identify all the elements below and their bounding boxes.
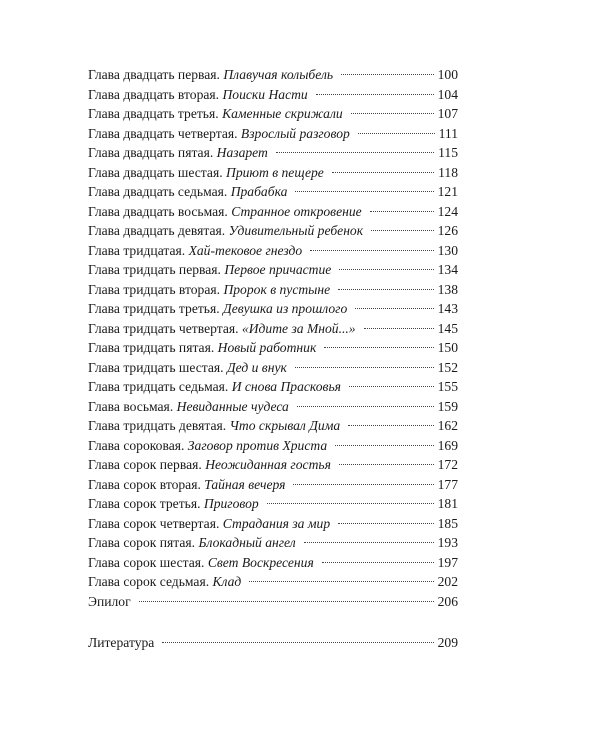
toc-dot-leader — [295, 191, 433, 192]
toc-entry-prefix: Глава тридцать пятая. — [88, 340, 218, 355]
toc-dot-leader — [295, 367, 434, 368]
toc-entry-prefix: Глава тридцатая. — [88, 242, 189, 258]
toc-entry-label — [88, 241, 302, 261]
toc-page-number: 159 — [437, 398, 458, 414]
toc-dot-leader — [348, 425, 433, 426]
toc-dot-leader — [358, 133, 435, 134]
toc-entry-prefix: Глава тридцать первая. — [88, 262, 225, 277]
toc-entry-title: Приют в пещере — [226, 164, 324, 180]
toc-page-number: 155 — [437, 379, 458, 394]
toc-entry-label — [88, 377, 341, 397]
toc-literature-entry — [88, 633, 458, 653]
toc-entry — [88, 455, 458, 475]
toc-entry — [88, 221, 458, 241]
toc-dot-leader — [249, 581, 433, 582]
toc-entry-title: Заговор против Христа — [187, 437, 328, 453]
toc-page-number: 193 — [437, 535, 458, 550]
toc-entry-title: Взрослый разговор — [240, 125, 350, 141]
toc-entry — [88, 104, 458, 124]
toc-entry-label — [88, 416, 340, 436]
toc-entry-prefix: Глава сорок третья. — [88, 496, 204, 511]
toc-page-number: 197 — [437, 554, 458, 570]
toc-dot-leader — [364, 328, 434, 329]
toc-entry-label — [88, 319, 356, 339]
toc-entry-label — [88, 475, 285, 495]
toc-entry-prefix: Глава тридцать третья. — [88, 301, 224, 316]
toc-entry-prefix: Глава двадцать вторая. — [88, 86, 223, 102]
toc-entry-title: Первое причастие — [224, 262, 332, 277]
toc-entry — [88, 397, 458, 417]
toc-entry-prefix: Глава двадцать третья. — [88, 106, 223, 121]
toc-dot-leader — [297, 406, 434, 407]
toc-page-number: 143 — [437, 301, 458, 316]
toc-entry-title: Девушка из прошлого — [223, 301, 348, 316]
toc-entry-title: Дед и внук — [226, 359, 287, 375]
toc-entry-prefix: Глава тридцать шестая. — [88, 359, 227, 375]
toc-entry-prefix: Глава сорок первая. — [88, 457, 206, 472]
toc-page-number: 138 — [437, 281, 458, 297]
toc-page-number: 118 — [438, 164, 458, 180]
toc-entry — [88, 260, 458, 280]
toc-page-number: 107 — [437, 106, 458, 121]
toc-entry-prefix: Глава тридцать четвертая. — [88, 320, 242, 336]
toc-entry-label — [88, 85, 308, 105]
toc-entry-prefix: Глава тридцать седьмая. — [88, 379, 232, 394]
toc-page-number: 111 — [438, 125, 458, 141]
toc-entry-title: Прабабка — [230, 184, 288, 199]
toc-entry-label — [88, 280, 330, 300]
toc-entry — [88, 280, 458, 300]
toc-entry-label — [88, 633, 154, 653]
toc-entry-label — [88, 455, 331, 475]
toc-entry-label — [88, 221, 363, 241]
toc-entry — [88, 143, 458, 163]
toc-entry-title: Пророк в пустыне — [223, 281, 331, 297]
toc-entry-label — [88, 514, 330, 534]
toc-entry — [88, 533, 458, 553]
toc-entry-label — [88, 163, 324, 183]
toc-entry-label — [88, 592, 131, 612]
toc-entry-prefix: Глава сорок четвертая. — [88, 515, 223, 531]
toc-dot-leader — [324, 347, 433, 348]
toc-entry-prefix: Глава двадцать восьмая. — [88, 203, 232, 219]
toc-entry-label — [88, 260, 331, 280]
toc-page-number: 169 — [437, 437, 458, 453]
toc-entry-title: Неожиданная гостья — [205, 457, 331, 472]
toc-entry-title: Назарет — [216, 145, 268, 160]
toc-entry-prefix: Глава двадцать пятая. — [88, 145, 217, 160]
toc-entry-prefix: Глава сорок вторая. — [88, 476, 205, 492]
toc-entry-label — [88, 572, 241, 592]
toc-dot-leader — [304, 542, 434, 543]
toc-entry-label — [88, 436, 327, 456]
toc-entry-prefix: Глава сорок шестая. — [88, 554, 208, 570]
toc-entry-title: Приговор — [203, 496, 259, 511]
toc-entry-title: Новый работник — [217, 340, 317, 355]
toc-page-number: 130 — [437, 242, 458, 258]
toc-entry-label — [88, 124, 350, 144]
toc-entry-label — [88, 143, 268, 163]
toc-page-number: 121 — [437, 184, 458, 199]
toc-entry-label — [88, 397, 289, 417]
toc-entry-title: Удивительный ребенок — [228, 223, 364, 238]
toc-entry — [88, 182, 458, 202]
toc-entry-label — [88, 338, 316, 358]
toc-entry — [88, 319, 458, 339]
toc-dot-leader — [339, 269, 433, 270]
toc-page-number: 126 — [437, 223, 458, 238]
toc-dot-leader — [370, 211, 434, 212]
toc-entry-title: Тайная вечеря — [204, 476, 286, 492]
toc-entry-prefix: Литература — [88, 635, 155, 650]
toc-entry-label — [88, 494, 259, 514]
toc-entry-prefix: Глава двадцать шестая. — [88, 164, 226, 180]
toc-entry-prefix: Глава двадцать первая. — [88, 67, 224, 82]
toc-entry-prefix: Глава сороковая. — [88, 437, 188, 453]
toc-entry-prefix: Глава восьмая. — [88, 398, 177, 414]
toc-dot-leader — [267, 503, 434, 504]
toc-entry-label — [88, 202, 362, 222]
toc-entry — [88, 377, 458, 397]
toc-dot-leader — [316, 94, 434, 95]
toc-entry-prefix: Глава сорок седьмая. — [88, 574, 213, 589]
toc-entry-title: Свет Воскресения — [207, 554, 314, 570]
toc-page-number: 202 — [437, 574, 458, 589]
toc-page-number: 124 — [437, 203, 458, 219]
toc-dot-leader — [139, 601, 434, 602]
toc-entry-title: И снова Прасковья — [231, 379, 341, 394]
toc-section-gap — [88, 611, 458, 633]
toc-page-number: 177 — [437, 476, 458, 492]
toc-dot-leader — [310, 250, 433, 251]
toc-entry-prefix: Глава тридцать девятая. — [88, 418, 230, 433]
toc-entry-label — [88, 182, 287, 202]
toc-entry — [88, 416, 458, 436]
toc-page-number: 152 — [437, 359, 458, 375]
toc-dot-leader — [341, 74, 434, 75]
toc-page-number: 185 — [437, 515, 458, 531]
toc-page-number: 181 — [437, 496, 458, 511]
toc-page-number: 172 — [437, 457, 458, 472]
toc-dot-leader — [335, 445, 433, 446]
toc-entry-prefix: Глава сорок пятая. — [88, 535, 199, 550]
toc-entry-title: Плавучая колыбель — [223, 67, 334, 82]
toc-entry — [88, 436, 458, 456]
toc-page-number: 115 — [438, 145, 458, 160]
toc-entry-prefix: Глава двадцать девятая. — [88, 223, 229, 238]
toc-entry-title: Странное откровение — [231, 203, 362, 219]
toc-entry-label — [88, 358, 287, 378]
toc-dot-leader — [371, 230, 434, 231]
toc-dot-leader — [322, 562, 434, 563]
toc-entry-label — [88, 533, 296, 553]
toc-entry-title: Блокадный ангел — [198, 535, 296, 550]
toc-dot-leader — [338, 523, 433, 524]
toc-dot-leader — [332, 172, 434, 173]
toc-entry-label — [88, 104, 343, 124]
toc-entry — [88, 85, 458, 105]
toc-page-number: 145 — [437, 320, 458, 336]
toc-entry — [88, 514, 458, 534]
toc-dot-leader — [276, 152, 434, 153]
toc-entry-prefix: Глава двадцать четвертая. — [88, 125, 241, 141]
toc-entry-title: Что скрывал Дима — [229, 418, 341, 433]
toc-entry-title: Хай-тековое гнездо — [188, 242, 303, 258]
toc-entry-title: «Идите за Мной...» — [241, 320, 356, 336]
toc-entry — [88, 65, 458, 85]
toc-entry — [88, 202, 458, 222]
toc-entry — [88, 494, 458, 514]
toc-entry — [88, 241, 458, 261]
toc-dot-leader — [293, 484, 433, 485]
toc-dot-leader — [162, 642, 433, 643]
toc-entry-label — [88, 299, 347, 319]
toc-page-number: 209 — [437, 635, 458, 650]
toc-entry-title: Невиданные чудеса — [176, 398, 289, 414]
toc-entry-prefix: Глава тридцать вторая. — [88, 281, 224, 297]
toc-entry — [88, 163, 458, 183]
toc-entry-title: Каменные скрижали — [222, 106, 343, 121]
toc-page-number: 206 — [437, 593, 458, 609]
toc-entry-title: Поиски Насти — [222, 86, 308, 102]
toc-entry-title: Клад — [212, 574, 242, 589]
toc-entry — [88, 553, 458, 573]
toc-entry — [88, 338, 458, 358]
toc-entry-label — [88, 553, 314, 573]
toc-dot-leader — [339, 464, 434, 465]
toc-page-number: 162 — [437, 418, 458, 433]
toc-page-number: 104 — [437, 86, 458, 102]
table-of-contents — [88, 65, 458, 653]
toc-entry — [88, 592, 458, 612]
toc-dot-leader — [351, 113, 434, 114]
toc-entry-label — [88, 65, 333, 85]
toc-entry — [88, 572, 458, 592]
toc-entry-prefix: Эпилог — [88, 593, 131, 609]
toc-page-number: 100 — [437, 67, 458, 82]
toc-dot-leader — [338, 289, 433, 290]
toc-entry-title: Страдания за мир — [222, 515, 331, 531]
toc-entry — [88, 299, 458, 319]
toc-entry — [88, 475, 458, 495]
toc-entry — [88, 124, 458, 144]
toc-page-number: 134 — [437, 262, 458, 277]
toc-entry — [88, 358, 458, 378]
toc-entry-prefix: Глава двадцать седьмая. — [88, 184, 231, 199]
toc-dot-leader — [355, 308, 433, 309]
toc-page-number: 150 — [437, 340, 458, 355]
toc-dot-leader — [349, 386, 434, 387]
